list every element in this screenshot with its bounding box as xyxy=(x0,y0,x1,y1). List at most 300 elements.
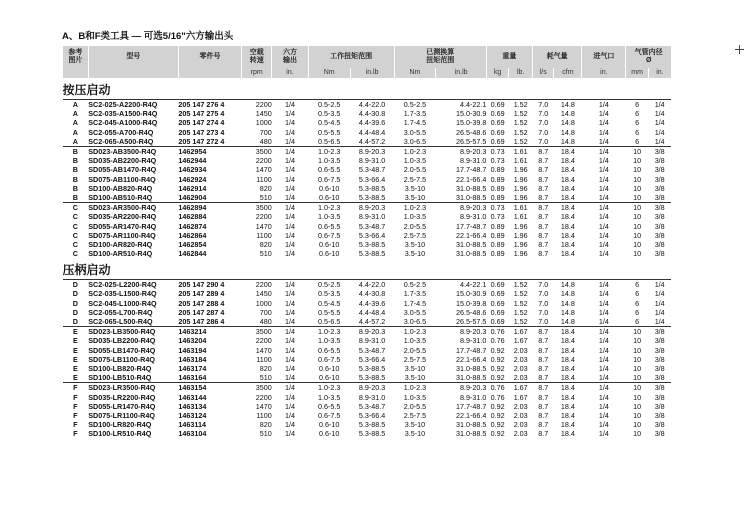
table-cell: 18.4 xyxy=(560,239,575,249)
table-row xyxy=(63,308,672,317)
table-cell: 1/4 xyxy=(654,289,665,299)
table-cell: 1.61 xyxy=(513,212,528,222)
table-cell: 22.1-66.4 xyxy=(455,410,487,420)
table-cell: 8.9-31.0 xyxy=(459,212,487,222)
table-cell: 18.4 xyxy=(560,336,575,346)
table-cell: 0.76 xyxy=(486,383,509,393)
table-cell: 8.9-31.0 xyxy=(459,156,487,166)
table-cell: 1.0-3.5 xyxy=(403,336,427,346)
table-row xyxy=(63,100,672,110)
table-cell: 1/4 xyxy=(284,136,295,146)
unit-cell: in.lb xyxy=(350,68,394,78)
table-cell: SD055-LB1470-R4Q xyxy=(88,345,156,355)
table-cell: 5.3-66.4 xyxy=(358,354,386,364)
table-cell: SD035-LB2200-R4Q xyxy=(88,336,156,346)
table-cell: 820 xyxy=(259,420,272,430)
table-cell: 1462844 xyxy=(178,249,207,259)
table-cell: 1/4 xyxy=(598,165,609,175)
table-cell: 1/4 xyxy=(654,136,665,146)
table-cell: 5.3-88.5 xyxy=(358,429,386,439)
table-cell: E xyxy=(72,345,78,355)
table-cell: 3.0-5.5 xyxy=(403,127,427,137)
table-cell: 3/8 xyxy=(654,354,665,364)
table-cell: 6 xyxy=(635,289,640,299)
table-cell: 1/4 xyxy=(284,420,295,430)
page-title: A、B和F类工具 — 可选5/16"六方输出头 xyxy=(62,31,234,42)
table-cell: 0.92 xyxy=(490,410,505,420)
table-cell: 10 xyxy=(633,401,642,411)
table-cell: 1.0-3.5 xyxy=(317,336,341,346)
table-row xyxy=(63,184,672,193)
table-cell: 3.0-5.5 xyxy=(403,307,427,317)
col-air-inlet: 进气口 xyxy=(582,46,626,68)
table-cell: SD100-AB820-R4Q xyxy=(88,183,153,193)
table-cell: 10 xyxy=(633,212,642,222)
table-cell: 31.0-88.5 xyxy=(455,429,487,439)
table-cell: 4.4-22.0 xyxy=(350,280,394,290)
table-cell: 10 xyxy=(633,192,642,202)
table-cell: 2.5-7.5 xyxy=(403,230,427,240)
table-cell: 820 xyxy=(259,363,272,373)
table-cell: 1.0-2.3 xyxy=(394,383,436,393)
table-cell: 2.03 xyxy=(513,345,528,355)
table-cell: 1470 xyxy=(255,221,272,231)
table-cell: 17.7-48.7 xyxy=(455,401,487,411)
table-cell: SD100-LR510-R4Q xyxy=(88,429,152,439)
table-cell: 1/4 xyxy=(598,289,609,299)
table-cell: 5.3-88.5 xyxy=(358,420,386,430)
table-cell: 6 xyxy=(635,127,640,137)
table-cell: 0.6-5.5 xyxy=(317,401,341,411)
col-weight: 重量 xyxy=(486,46,532,68)
table-cell: 1/4 xyxy=(272,280,308,290)
table-cell: 3/8 xyxy=(654,401,665,411)
table-cell: 14.8 xyxy=(560,317,575,327)
table-cell: 3/8 xyxy=(654,183,665,193)
table-cell: 1462904 xyxy=(178,192,207,202)
table-cell: 10 xyxy=(633,429,642,439)
table-cell: 8.7 xyxy=(538,156,549,166)
table-cell: 1.67 xyxy=(513,336,528,346)
table-row xyxy=(63,420,672,429)
table-cell: 0.5-3.5 xyxy=(317,289,341,299)
table-cell: SD100-LB510-R4Q xyxy=(88,373,152,383)
table-cell: A xyxy=(72,127,78,137)
table-cell: 1.96 xyxy=(513,249,528,259)
table-cell: 3/8 xyxy=(654,192,665,202)
table-cell: 0.6-5.5 xyxy=(317,221,341,231)
table-cell: D xyxy=(72,298,78,308)
table-cell: 1.0-2.3 xyxy=(394,203,436,213)
table-cell: 1.52 xyxy=(513,317,528,327)
unit-cell: in. xyxy=(648,68,671,78)
table-cell: SD035-AB2200-R4Q xyxy=(88,156,157,166)
table-cell: 0.6-7.5 xyxy=(317,354,341,364)
table-cell: 3.5-10 xyxy=(404,192,426,202)
table-cell: 2.0-5.5 xyxy=(403,401,427,411)
table-cell: SC2-065-A500-R4Q xyxy=(88,136,154,146)
table-cell: 10 xyxy=(633,354,642,364)
table-cell: 0.92 xyxy=(490,363,505,373)
table-cell: 4.4-30.8 xyxy=(358,289,386,299)
table-cell: 1462884 xyxy=(178,212,207,222)
table-cell: E xyxy=(72,363,78,373)
col-hose-id: 气管内径 Ø xyxy=(626,46,671,68)
table-cell: 1/4 xyxy=(284,249,295,259)
table-cell: 8.7 xyxy=(538,373,549,383)
table-cell: 0.76 xyxy=(490,336,505,346)
table-body xyxy=(63,78,672,438)
table-cell: 1462934 xyxy=(178,165,207,175)
table-cell: 1.0-3.5 xyxy=(317,156,341,166)
table-cell: 8.9-31.0 xyxy=(358,336,386,346)
table-cell: 820 xyxy=(259,183,272,193)
table-cell: 1.96 xyxy=(513,192,528,202)
table-cell: 6 xyxy=(626,100,649,110)
table-cell: 1/4 xyxy=(654,317,665,327)
table-cell: 205 147 276 4 xyxy=(178,100,241,110)
table-cell: 8.7 xyxy=(538,192,549,202)
table-cell: 0.89 xyxy=(490,239,505,249)
table-cell: 1/4 xyxy=(654,109,665,119)
table-cell: 0.6-10 xyxy=(318,420,340,430)
table-cell: 1463144 xyxy=(178,392,207,402)
table-cell: 3/8 xyxy=(654,249,665,259)
table-cell: 820 xyxy=(259,239,272,249)
table-cell: 3/8 xyxy=(654,420,665,430)
table-cell: 10 xyxy=(633,174,642,184)
table-cell: 1463134 xyxy=(178,401,207,411)
table-cell: 0.6-5.5 xyxy=(317,345,341,355)
table-cell: 3.5-10 xyxy=(404,183,426,193)
table-cell: 4.4-39.6 xyxy=(358,118,386,128)
table-cell: 1/4 xyxy=(284,118,295,128)
table-cell: 0.5-2.5 xyxy=(308,280,350,290)
table-cell: 0.92 xyxy=(490,373,505,383)
table-row xyxy=(63,118,672,127)
table-cell: 1/4 xyxy=(272,383,308,393)
table-cell: 1463154 xyxy=(178,383,241,393)
table-cell: 1/4 xyxy=(284,410,295,420)
table-cell: 2.03 xyxy=(513,401,528,411)
table-cell: 0.73 xyxy=(490,212,505,222)
table-cell: 10 xyxy=(633,392,642,402)
table-cell: 1463184 xyxy=(178,354,207,364)
table-cell: 26.5-57.5 xyxy=(455,136,487,146)
table-cell: E xyxy=(72,373,78,383)
table-cell: 2.03 xyxy=(513,373,528,383)
table-cell: 1/4 xyxy=(582,383,626,393)
table-cell: 0.76 xyxy=(486,327,509,337)
table-row xyxy=(63,327,672,337)
table-cell: 10 xyxy=(626,203,649,213)
table-cell: 1.61 xyxy=(509,146,533,156)
table-cell: 1.0-3.5 xyxy=(403,156,427,166)
table-cell: 7.0 xyxy=(533,100,554,110)
table-cell: 1/4 xyxy=(648,280,671,290)
table-cell: 1/4 xyxy=(654,298,665,308)
table-cell: 1/4 xyxy=(284,429,295,439)
table-cell: 3500 xyxy=(242,327,272,337)
table-cell: 0.69 xyxy=(490,307,505,317)
table-cell: SC2-035-A1500-R4Q xyxy=(88,109,158,119)
table-cell: 8.7 xyxy=(538,336,549,346)
table-cell: 0.89 xyxy=(490,249,505,259)
table-cell: A xyxy=(72,118,78,128)
table-cell: 0.69 xyxy=(490,118,505,128)
table-cell: D xyxy=(72,317,78,327)
table-cell: 8.7 xyxy=(538,174,549,184)
table-cell: SC2-045-A1000-R4Q xyxy=(88,118,158,128)
col-work-torque: 工作扭矩范围 xyxy=(308,46,394,68)
table-cell: 1000 xyxy=(255,118,272,128)
table-cell: 10 xyxy=(633,156,642,166)
table-cell: 205 147 290 4 xyxy=(178,280,241,290)
table-cell: 2.0-5.5 xyxy=(403,165,427,175)
table-cell: 1/4 xyxy=(582,327,626,337)
col-ref: 参考 图片 xyxy=(63,46,89,68)
table-cell: 3/8 xyxy=(654,174,665,184)
table-cell: A xyxy=(72,136,78,146)
section-heading-row xyxy=(63,258,672,280)
table-cell: 7.0 xyxy=(533,280,554,290)
table-cell: 1/4 xyxy=(598,239,609,249)
table-cell: 8.7 xyxy=(538,239,549,249)
table-cell: 0.89 xyxy=(490,192,505,202)
unit-cell: rpm xyxy=(242,68,272,78)
table-row xyxy=(63,364,672,373)
table-cell: 6 xyxy=(635,118,640,128)
table-cell: 1/4 xyxy=(284,373,295,383)
table-cell: 510 xyxy=(259,429,272,439)
table-cell: 1/4 xyxy=(648,100,671,110)
table-cell: 3.5-10 xyxy=(404,249,426,259)
table-cell: 8.7 xyxy=(533,203,554,213)
table-cell: 1/4 xyxy=(284,401,295,411)
table-cell: 8.9-31.0 xyxy=(358,392,386,402)
table-cell: SC2-055-L700-R4Q xyxy=(88,307,153,317)
table-cell: 1.7-4.5 xyxy=(403,118,427,128)
table-cell: 1/4 xyxy=(598,230,609,240)
table-cell: 480 xyxy=(259,136,272,146)
table-cell: 18.4 xyxy=(560,410,575,420)
table-cell: 7.0 xyxy=(538,289,549,299)
table-cell: 1/4 xyxy=(582,100,626,110)
table-cell: 1463194 xyxy=(178,345,207,355)
table-cell: 18.4 xyxy=(554,203,582,213)
table-cell: 5.3-88.5 xyxy=(358,239,386,249)
table-cell: 510 xyxy=(259,192,272,202)
table-cell: SD100-AB510-R4Q xyxy=(88,192,153,202)
table-cell: SD055-AB1470-R4Q xyxy=(88,165,157,175)
table-cell: 1462914 xyxy=(178,183,207,193)
table-cell: 1/4 xyxy=(598,317,609,327)
table-cell: 0.69 xyxy=(490,289,505,299)
table-cell: SD023-LR3500-R4Q xyxy=(88,383,178,393)
table-cell: 10 xyxy=(633,249,642,259)
table-cell: 4.4-48.4 xyxy=(358,307,386,317)
unit-cell: l/s xyxy=(533,68,554,78)
table-cell: 2.03 xyxy=(513,429,528,439)
table-cell: 0.6-7.5 xyxy=(317,410,341,420)
table-cell: 15.0-39.8 xyxy=(455,118,487,128)
table-cell: 1/4 xyxy=(272,100,308,110)
table-cell: 1.96 xyxy=(513,239,528,249)
table-cell: 1462924 xyxy=(178,174,207,184)
table-cell: 22.1-66.4 xyxy=(455,230,487,240)
table-row xyxy=(63,373,672,383)
table-cell: 1.0-2.3 xyxy=(308,327,350,337)
table-cell: 14.8 xyxy=(560,127,575,137)
table-cell: 1/4 xyxy=(654,118,665,128)
table-cell: SD035-AR2200-R4Q xyxy=(88,212,157,222)
table-cell: 14.8 xyxy=(560,136,575,146)
table-cell: 10 xyxy=(633,345,642,355)
table-cell: 1.52 xyxy=(513,127,528,137)
table-cell: 1.96 xyxy=(513,221,528,231)
table-cell: 1/4 xyxy=(582,203,626,213)
table-cell: 1.0-2.3 xyxy=(308,203,350,213)
table-cell: 14.8 xyxy=(560,118,575,128)
table-cell: 10 xyxy=(626,383,649,393)
table-cell: 205 147 286 4 xyxy=(178,317,225,327)
table-cell: 10 xyxy=(633,373,642,383)
table-cell: 0.6-10 xyxy=(318,363,340,373)
table-cell: 14.8 xyxy=(560,298,575,308)
table-cell: 6 xyxy=(635,307,640,317)
table-cell: B xyxy=(63,146,89,156)
table-cell: 1/4 xyxy=(284,336,295,346)
table-cell: 18.4 xyxy=(560,429,575,439)
table-cell: 0.6-10 xyxy=(318,249,340,259)
unit-cell: cfm xyxy=(554,68,582,78)
table-cell: 14.8 xyxy=(554,100,582,110)
table-cell: 1.0-3.5 xyxy=(403,212,427,222)
table-cell: 26.5-48.6 xyxy=(455,307,487,317)
table-cell: 205 147 272 4 xyxy=(178,136,225,146)
table-cell: 1463204 xyxy=(178,336,207,346)
table-cell: 1/4 xyxy=(284,307,295,317)
table-cell: 2200 xyxy=(242,280,272,290)
unit-row xyxy=(63,68,672,78)
table-cell: 1/4 xyxy=(284,127,295,137)
table-cell: 18.4 xyxy=(560,156,575,166)
table-cell: 8.7 xyxy=(538,183,549,193)
table-cell: 0.69 xyxy=(486,100,509,110)
table-cell: 1/4 xyxy=(284,183,295,193)
table-cell: 1/4 xyxy=(598,354,609,364)
table-cell: 8.7 xyxy=(538,410,549,420)
table-cell: 2.5-7.5 xyxy=(403,410,427,420)
table-cell: E xyxy=(72,354,78,364)
table-cell: 1000 xyxy=(255,298,272,308)
table-cell: 10 xyxy=(633,363,642,373)
table-cell: 0.5-2.5 xyxy=(308,100,350,110)
table-cell: B xyxy=(72,192,78,202)
table-cell: 3.0-6.5 xyxy=(403,136,427,146)
table-cell: 15.0-30.9 xyxy=(455,289,487,299)
table-cell: 31.0-88.5 xyxy=(455,249,487,259)
table-cell: 1462874 xyxy=(178,221,207,231)
table-cell: 1/4 xyxy=(272,146,308,156)
table-cell: C xyxy=(72,230,78,240)
table-cell: 8.7 xyxy=(538,221,549,231)
table-cell: D xyxy=(72,307,78,317)
table-cell: 1462894 xyxy=(178,203,241,213)
table-cell: 18.4 xyxy=(560,401,575,411)
table-cell: 1.0-3.5 xyxy=(403,392,427,402)
table-cell: 31.0-88.5 xyxy=(455,420,487,430)
table-cell: 0.5-6.5 xyxy=(317,136,341,146)
table-cell: 1/4 xyxy=(598,429,609,439)
table-cell: 8.7 xyxy=(538,345,549,355)
table-cell: A xyxy=(63,100,89,110)
table-cell: 4.4-57.2 xyxy=(358,136,386,146)
table-cell: 0.6-10 xyxy=(318,192,340,202)
table-cell: 1462854 xyxy=(178,239,207,249)
table-cell: 8.9-31.0 xyxy=(459,392,487,402)
table-cell: 8.7 xyxy=(538,392,549,402)
table-cell: 2.5-7.5 xyxy=(403,354,427,364)
table-cell: 1/4 xyxy=(598,221,609,231)
table-cell: B xyxy=(72,174,78,184)
table-cell: 4.4-22.1 xyxy=(436,280,486,290)
table-cell: 5.3-48.7 xyxy=(358,221,386,231)
table-cell: 3/8 xyxy=(654,221,665,231)
table-cell: 2.5-7.5 xyxy=(403,174,427,184)
table-cell: 3/8 xyxy=(654,392,665,402)
table-cell: 0.73 xyxy=(486,146,509,156)
table-row xyxy=(63,346,672,355)
table-cell: 0.92 xyxy=(490,354,505,364)
table-cell: 0.5-4.5 xyxy=(317,298,341,308)
table-cell: 8.9-20.3 xyxy=(350,383,394,393)
table-cell: 8.9-31.0 xyxy=(358,212,386,222)
table-cell: 205 147 289 4 xyxy=(178,289,225,299)
table-cell: 1450 xyxy=(255,289,272,299)
table-cell: 26.5-57.5 xyxy=(455,317,487,327)
table-cell: C xyxy=(72,212,78,222)
table-cell: 3/8 xyxy=(648,327,671,337)
table-cell: SD055-AR1470-R4Q xyxy=(88,221,157,231)
col-model: 型号 xyxy=(88,46,178,68)
table-cell: 1.67 xyxy=(509,383,533,393)
table-cell: 1.52 xyxy=(509,280,533,290)
table-cell: 18.4 xyxy=(560,249,575,259)
table-cell: SD075-AB1100-R4Q xyxy=(88,174,156,184)
table-row xyxy=(63,249,672,258)
table-cell: 2.03 xyxy=(513,363,528,373)
table-cell: 1.52 xyxy=(513,298,528,308)
table-cell: SD075-AR1100-R4Q xyxy=(88,230,156,240)
table-cell: 205 147 287 4 xyxy=(178,307,225,317)
table-cell: 205 147 275 4 xyxy=(178,109,225,119)
table-cell: 18.4 xyxy=(554,146,582,156)
table-cell: 1.0-3.5 xyxy=(317,392,341,402)
table-cell: 0.92 xyxy=(490,345,505,355)
table-cell: 6 xyxy=(635,298,640,308)
table-cell: 4.4-48.4 xyxy=(358,127,386,137)
table-cell: 10 xyxy=(633,183,642,193)
col-part: 零件号 xyxy=(178,46,241,68)
table-cell: 0.5-5.5 xyxy=(317,127,341,137)
table-cell: 3/8 xyxy=(654,212,665,222)
table-cell: 4.4-30.8 xyxy=(358,109,386,119)
table-cell: 1/4 xyxy=(284,363,295,373)
table-cell: C xyxy=(72,221,78,231)
table-row xyxy=(63,128,672,137)
col-hex-output: 六方 输出 xyxy=(272,46,308,68)
